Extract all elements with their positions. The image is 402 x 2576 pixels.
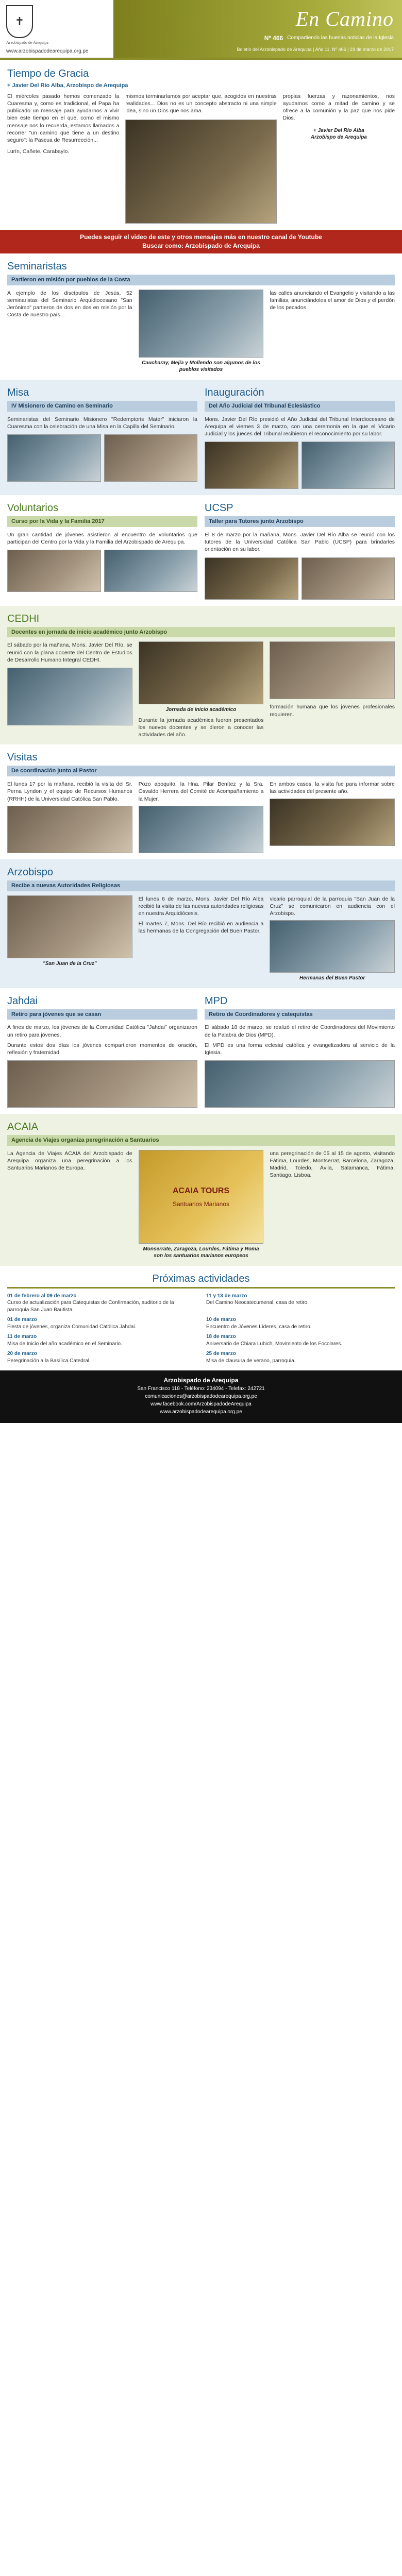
editorial-caption: + Javier Del Río Alba Arzobispo de Arequipa	[310, 127, 367, 141]
arzobispo-section	[0, 859, 402, 988]
arzobispo-text1: El lunes 6 de marzo, Mons. Javier Del Río Alba recibió la visita de las nuevas autoridades religiosas en nuestra Arquidiócesis.	[138, 895, 264, 917]
arzobispo-text3: vicario parroquial de la parroquia "San Juan de la Cruz" se comunicaron en audiencia con el Arzobispo.	[270, 895, 395, 917]
event-item	[7, 1333, 196, 1347]
events-list	[7, 1293, 395, 1365]
event-desc: Fiesta de jóvenes, organiza Comunidad Católica Jahdai.	[7, 1324, 137, 1330]
acaia-flyer-col	[139, 1150, 264, 1260]
visitas-col3	[270, 781, 395, 853]
seminaristas-text: A ejemplo de los discípulos de Jesús, 52 seminaristas del Seminario Arquidiocesano "San Jerónimo" partieron de dos en dos en misión por la Costa de nuestro país...	[7, 290, 132, 318]
inauguracion-photo-2	[301, 442, 395, 489]
event-desc: Aniversario de Chiara Lubich, Movimiento de los Focolares.	[206, 1341, 343, 1347]
voluntarios-photo-2	[104, 550, 198, 592]
voluntarios-text: Un gran cantidad de jóvenes asistieron al encuentro de voluntarios que participan del Centro por la Vida y la Familia del Arzobispado de Arequipa.	[7, 532, 197, 546]
ucsp-photos	[205, 557, 395, 600]
misa-photos	[7, 434, 197, 482]
acaia-section	[0, 1114, 402, 1266]
mpd-subtitle: Retiro de Coordinadores y catequistas	[205, 1009, 395, 1020]
cedhi-col3	[270, 641, 395, 738]
editorial-section	[0, 60, 402, 230]
event-item	[206, 1333, 395, 1347]
cedhi-subtitle: Docentes en jornada de inicio académico junto Arzobispo	[7, 627, 395, 638]
masthead-right	[113, 0, 402, 58]
seminaristas-columns	[7, 290, 395, 374]
seminaristas-title: Seminaristas	[7, 260, 67, 272]
footer-facebook[interactable]: www.facebook.com/ArzobispadodeArequipa	[150, 1401, 252, 1408]
brand-title: En Camino	[295, 7, 394, 30]
misa-text: Seminaristas del Seminario Misionero "Redemptoris Mater" iniciaron la Cuaresma con la celebración de una Misa en la Capilla del Seminario.	[7, 416, 197, 430]
seminaristas-photo	[139, 290, 264, 358]
arzobispo-caption-right: Hermanas del Buen Pastor	[299, 975, 365, 981]
event-date: 25 de marzo	[206, 1351, 236, 1357]
issue-line	[122, 34, 394, 42]
jahdai-subtitle: Retiro para jóvenes que se casan	[7, 1009, 197, 1020]
seminaristas-photo-col	[139, 290, 264, 374]
footer	[0, 1370, 402, 1423]
editorial-col3	[283, 93, 395, 224]
event-desc: Curso de actualización para Catequistas de Confirmación, auditorio de la parroquia San Juan Bautista.	[7, 1300, 174, 1313]
seminaristas-section	[0, 253, 402, 380]
visitas-section	[0, 744, 402, 859]
acaia-flyer	[139, 1150, 264, 1244]
acaia-caption: Monserrate, Zaragoza, Lourdes, Fátima y Roma son los santuarios marianos europeos	[143, 1246, 259, 1259]
misa-photo-2	[104, 434, 198, 482]
ucsp-photo-1	[205, 557, 298, 600]
inauguracion-text: Mons. Javier Del Río presidió el Año Judicial del Tribunal Interdiocesano de Arequipa el viernes 3 de marzo, con una ceremonia en la que el Vicario Judicial y los jueces del Tribunal recibieron el reconocimiento por su labor.	[205, 416, 395, 437]
arzobispo-text2: El martes 7, Mons. Del Río recibió en audiencia a las hermanas de la Congregación del Buen Pastor.	[138, 921, 264, 935]
ucsp-subtitle: Taller para Tutores junto Arzobispo	[205, 516, 395, 527]
ucsp-column	[205, 499, 395, 599]
misa-photo-1	[7, 434, 101, 482]
editorial-col2	[125, 93, 276, 224]
jahdai-mpd-section	[0, 988, 402, 1114]
seminaristas-subtitle: Partieron en misión por pueblos de la Costa	[7, 275, 395, 285]
inauguracion-subtitle: Del Año Judicial del Tribunal Eclesiástico	[205, 401, 395, 412]
visitas-text1: El lunes 17 por la mañana, recibió la visita del Sr. Perna Lyndon y el equipo de Recursos Humanos (RRHH) de la Universidad Católica San Pablo.	[7, 781, 132, 802]
footer-web[interactable]: www.arzobispadodearequipa.org.pe	[160, 1409, 242, 1415]
event-desc: Encuentro de Jóvenes Líderes, casa de retiro.	[206, 1324, 312, 1330]
event-date: 10 de marzo	[206, 1317, 236, 1323]
issue-number: Nº 466	[264, 35, 283, 42]
arzobispo-col2	[139, 895, 264, 982]
acaia-title: ACAIA	[7, 1121, 39, 1133]
event-date: 01 de marzo	[7, 1317, 37, 1323]
jahdai-text1: A fines de marzo, los jóvenes de la Comunidad Católica "Jahdai" organizaron un retiro para jóvenes.	[7, 1024, 197, 1038]
mpd-title: MPD	[205, 995, 228, 1007]
voluntarios-title: Voluntarios	[7, 502, 58, 514]
misa-column	[7, 384, 197, 489]
cedhi-text2: Durante la jornada académica fueron presentados los nuevos docentes y se dieron a conocer las actividades del año.	[138, 717, 264, 738]
arzobispo-columns	[7, 895, 395, 982]
event-date: 11 y 13 de marzo	[206, 1293, 247, 1299]
events-section	[0, 1266, 402, 1371]
events-title: Próximas actividades	[152, 1273, 250, 1284]
visitas-subtitle: De coordinación junto al Pastor	[7, 766, 395, 776]
acaia-text1: La Agencia de Viajes ACAIA del Arzobispado de Arequipa organiza una peregrinación a los Santuarios Marianos de Europa.	[7, 1150, 132, 1172]
voluntarios-photos	[7, 550, 197, 592]
cedhi-photo-1	[7, 668, 132, 725]
inauguracion-title: Inauguración	[205, 386, 264, 398]
visitas-photo-2	[139, 806, 264, 853]
event-item	[7, 1350, 196, 1364]
site-url[interactable]: www.arzobispadodearequipa.org.pe	[6, 48, 89, 54]
visitas-photo-1	[7, 806, 132, 853]
editorial-col3-text: propias fuerzas y razonamientos, nos ayudamos como a mitad de camino y se ofrece a la comunión y la paz que nos pide Dios.	[282, 93, 395, 122]
event-date: 18 de marzo	[206, 1334, 236, 1340]
events-rule	[7, 1287, 395, 1289]
event-item	[206, 1350, 395, 1364]
editorial-col1-text: El miércoles pasado hemos comenzado la Cuaresma y, como es tradicional, el Papa ha publicado un mensaje para ayudarnos a vivir bien este tiempo en el que, como el mismo mensaje nos lo recuerda, estamos llamados a recorrer "un camino que tiene a un destino seguro": la Pascua de Resurrección...	[7, 93, 120, 143]
visitas-title: Visitas	[7, 752, 38, 764]
arzobispo-subtitle: Recibe a nuevas Autoridades Religiosas	[7, 880, 395, 891]
cedhi-photo-2	[139, 641, 264, 704]
mpd-photo	[205, 1060, 395, 1108]
bulletin-line: Boletín del Arzobispado de Arequipa | Año 11, Nº 466 | 29 de marzo de 2017	[237, 47, 394, 53]
editorial-byline: + Javier Del Río Alba, Arzobispo de Arequipa	[7, 82, 128, 89]
event-desc: Misa de Inicio del año académico en el Seminario.	[7, 1341, 122, 1347]
editorial-col2-text: mismos terminaríamos por aceptar que, acogidos en nuestras realidades... Dios no es un concepto abstracto ni una simple idea, sino un Dios que nos ama.	[125, 93, 277, 114]
arzobispo-photo-1	[7, 895, 132, 958]
event-desc: Del Camino Neocatecumenal, casa de retiro.	[206, 1300, 309, 1306]
video-banner[interactable]: Puedes seguir el video de este y otros mensajes más en nuestro canal de Youtube Buscar como: Arzobispado de Arequipa	[0, 230, 402, 253]
archbishop-photo	[125, 120, 276, 224]
footer-address: San Francisco 118 - Teléfono: 234094 - Telefax: 242721	[137, 1386, 265, 1392]
footer-email[interactable]: comunicaciones@arzobispadodearequipa.org.pe	[145, 1394, 257, 1400]
misa-inauguracion-section	[0, 380, 402, 495]
jahdai-title: Jahdai	[7, 995, 38, 1007]
acaia-flyer-title: ACAIA TOURS	[172, 1187, 230, 1196]
cedhi-section	[0, 606, 402, 745]
footer-org: Arzobispado de Arequipa	[163, 1377, 239, 1384]
event-desc: Peregrinación a la Basílica Catedral.	[7, 1358, 91, 1364]
masthead	[0, 0, 402, 60]
jahdai-column	[7, 992, 197, 1108]
jahdai-text2: Durante estos dos días los jóvenes compartieron momentos de oración, reflexión y fraternidad.	[7, 1042, 197, 1056]
visitas-columns	[7, 781, 395, 853]
voluntarios-photo-1	[7, 550, 101, 592]
cedhi-caption: Jornada de inicio académico	[165, 707, 237, 713]
cedhi-text3: formación humana que los jóvenes profesionales requieren.	[270, 704, 395, 718]
acaia-columns	[7, 1150, 395, 1260]
arzobispo-caption-left: "San Juan de la Cruz"	[43, 960, 97, 967]
voluntarios-ucsp-columns	[7, 499, 395, 599]
mpd-column	[205, 992, 395, 1108]
issue-tagline: Compartiendo las buenas noticias de la Iglesia	[287, 35, 394, 41]
inauguracion-photos	[205, 442, 395, 489]
misa-inauguracion-columns	[7, 384, 395, 489]
voluntarios-ucsp-section	[0, 495, 402, 605]
masthead-left	[0, 0, 113, 58]
voluntarios-column	[7, 499, 197, 599]
visitas-col1	[7, 781, 132, 853]
jahdai-mpd-columns	[7, 992, 395, 1108]
jahdai-photo	[7, 1060, 197, 1108]
event-date: 20 de marzo	[7, 1351, 37, 1357]
mpd-text1: El sábado 18 de marzo, se realizó el retiro de Coordinadores del Movimiento de la Palabra de Dios (MPD).	[205, 1024, 395, 1038]
inauguracion-photo-1	[205, 442, 298, 489]
event-item	[206, 1293, 395, 1314]
event-date: 11 de marzo	[7, 1334, 37, 1340]
event-item	[7, 1293, 196, 1314]
seminaristas-photo-caption: Caucharay, Mejía y Mollendo son algunos de los pueblos visitados	[142, 360, 260, 373]
cedhi-col2	[139, 641, 264, 738]
event-date: 01 de febrero al 09 de marzo	[7, 1293, 77, 1299]
event-item	[7, 1316, 196, 1330]
archdiocese-seal-icon: ✝	[6, 5, 33, 38]
mpd-text2: El MPD es una forma eclesial católica y evangelizadora al servicio de la Iglesia.	[205, 1042, 395, 1056]
cedhi-title: CEDHI	[7, 613, 40, 624]
editorial-col1-more: Lurín, Cañete, Carabaylo.	[7, 148, 70, 155]
ucsp-text: El 8 de marzo por la mañana, Mons. Javier Del Río Alba se reunió con los tutores de la Universidad Católica San Pablo (UCSP) para brindarles orientación en su labor.	[205, 532, 395, 553]
event-desc: Misa de clausura de verano, parroquia.	[206, 1358, 296, 1364]
voluntarios-subtitle: Curso por la Vida y la Familia 2017	[7, 516, 197, 527]
editorial-columns	[7, 93, 395, 224]
cedhi-photo-3	[270, 641, 395, 699]
ucsp-photo-2	[301, 557, 395, 600]
misa-title: Misa	[7, 386, 29, 398]
arzobispo-photo-2	[270, 920, 395, 973]
editorial-col1	[7, 93, 119, 224]
visitas-photo-3	[270, 799, 395, 846]
arzobispo-col3	[270, 895, 395, 982]
event-item	[206, 1316, 395, 1330]
acaia-subtitle: Agencia de Viajes organiza peregrinación a Santuarios	[7, 1135, 395, 1146]
misa-subtitle: IV Misionero de Camino en Seminario	[7, 401, 197, 412]
editorial-title: Tiempo de Gracia	[7, 68, 89, 79]
cedhi-text1: El sábado por la mañana, Mons. Javier Del Río, se reunió con la plana docente del Centro de Estudios de Desarrollo Humano Integral CEDHI.	[7, 642, 132, 663]
arzobispo-col1	[7, 895, 132, 982]
acaia-flyer-text: Santuarios Marianos	[172, 1200, 230, 1208]
seal-caption: Arzobispado de Arequipa	[6, 40, 48, 45]
visitas-text2: Pozo aboquito, la Hna. Pilar Benítez y la Sra. Osvaldo Herrera del Comité de Acompañamiento a la Mujer.	[138, 781, 264, 802]
arzobispo-title: Arzobispo	[7, 866, 53, 878]
cedhi-col1	[7, 641, 132, 738]
visitas-col2	[139, 781, 264, 853]
inauguracion-column	[205, 384, 395, 489]
visitas-text3: En ambos casos, la visita fue para informar sobre las actividades del presente año.	[270, 781, 395, 795]
cedhi-columns	[7, 641, 395, 738]
acaia-text2: una peregrinación de 05 al 15 de agosto, visitando Fátima, Lourdes, Montserrat, Barcelona, Zaragoza, Madrid, Toledo, Ávila, Salamanca, Fátima, Santiago, Lisboa.	[270, 1150, 395, 1179]
ucsp-title: UCSP	[205, 502, 233, 514]
seminaristas-text2: las calles anunciando el Evangelio y visitando a las familias, anunciándoles el amor de Dios y el perdón de los pecados.	[270, 290, 395, 311]
